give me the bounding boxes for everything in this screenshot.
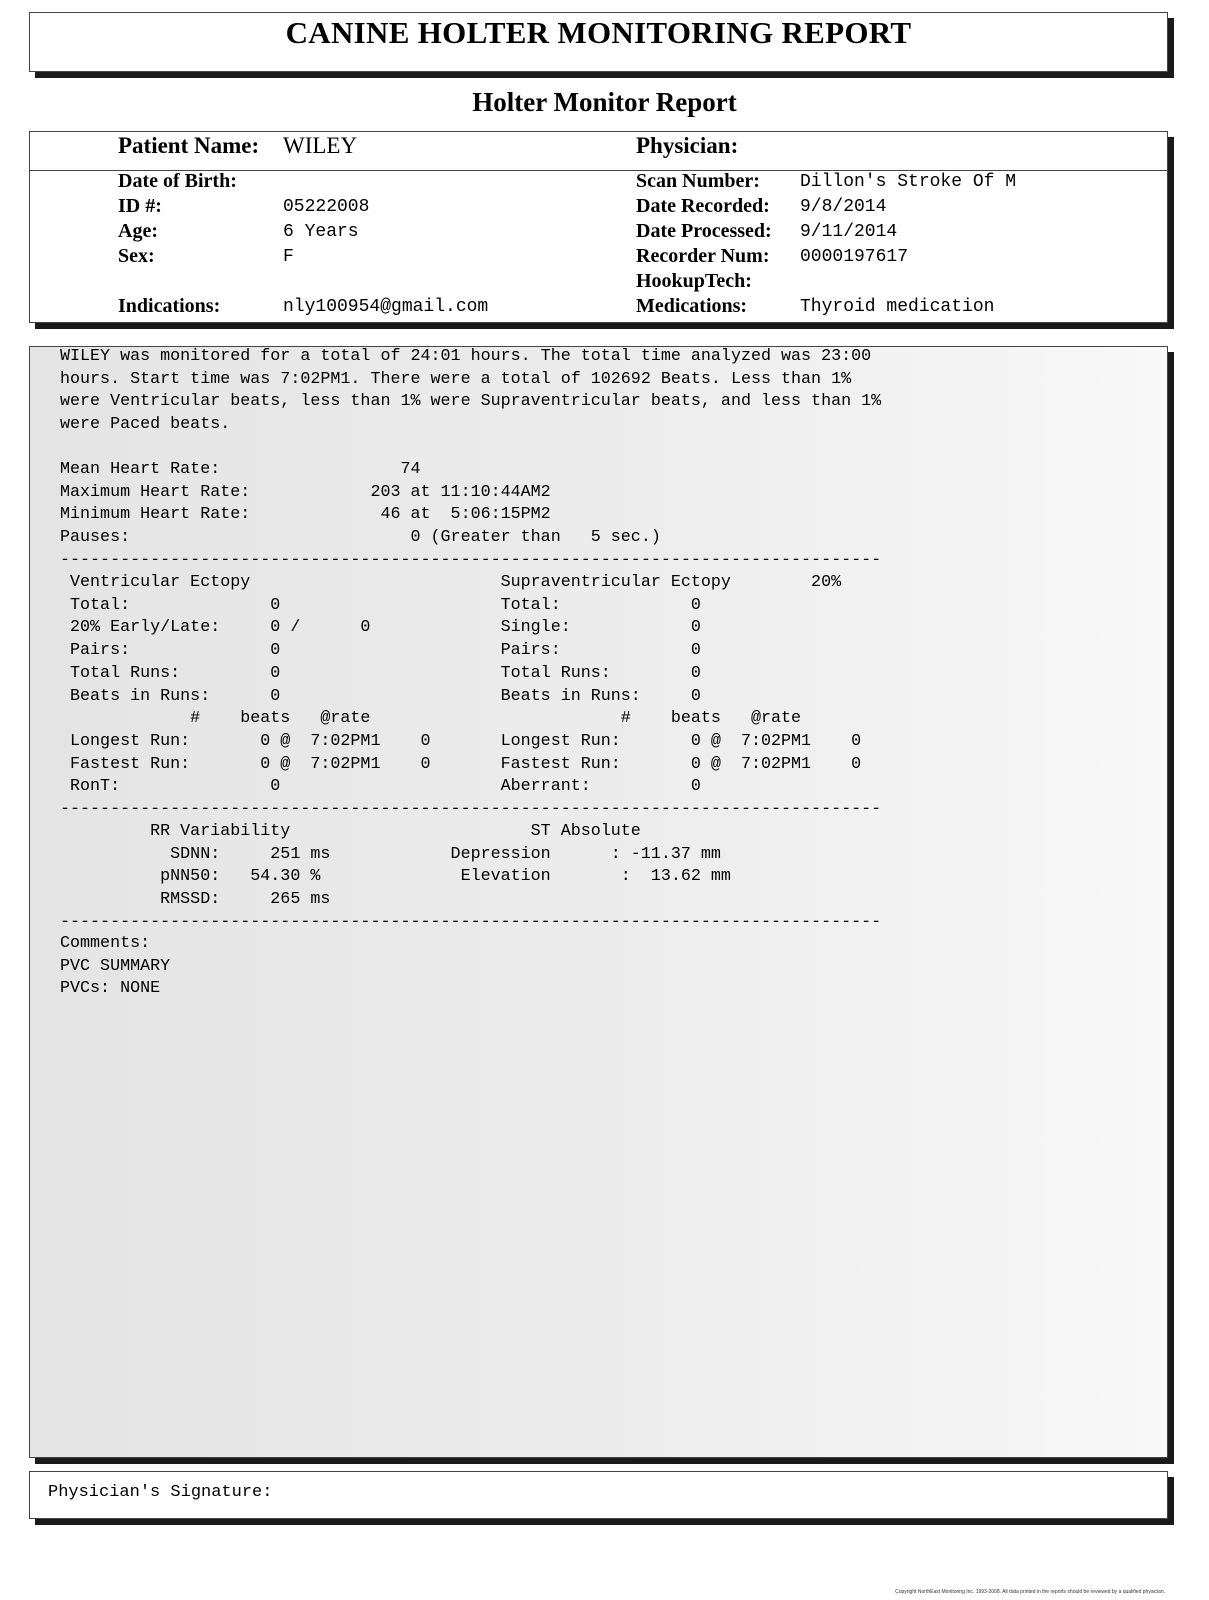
physician-label: Physician:	[636, 133, 739, 158]
patient-info-panel	[29, 131, 1168, 323]
sex-label: Sex:	[118, 245, 155, 267]
copyright-footer: Copyright NorthEast Monitoring Inc. 1993-2008. All data printed in the reports should be reviewed by a qualified physician.	[895, 1589, 1165, 1595]
medications-value: Thyroid medication	[800, 297, 995, 317]
summary-narrative: WILEY was monitored for a total of 24:01 hours. The total time analyzed was 23:00 hours. Start time was 7:02PM1. There were a total of 102692 Beats. Less than 1% were Ventricular beats, less than 1% were Supraventricular beats, and less than 1% were Paced beats.	[60, 347, 882, 435]
patient-name-value: WILEY	[283, 133, 358, 158]
report-subtitle: Holter Monitor Report	[472, 87, 737, 117]
indications-value: nly100954@gmail.com	[283, 297, 489, 317]
indications-label: Indications:	[118, 295, 221, 317]
age-label: Age:	[118, 220, 158, 242]
date-processed-label: Date Processed:	[636, 220, 772, 242]
comments-section: Comments: PVC SUMMARY PVCs: NONE	[60, 934, 171, 999]
id-label: ID #:	[118, 195, 162, 217]
id-value: 05222008	[283, 197, 370, 217]
medications-label: Medications:	[636, 295, 748, 317]
ectopy-table: Ventricular Ectopy Supraventricular Ectopy 20% Total: 0 Total: 0 20% Early/Late: 0 / 0 Single: 0 Pairs: 0 Pairs: 0 Total Runs: 0 Total Runs: 0 Beats in Runs: 0 Beats in Runs: 0 # beats @rate # beats @rate Longest Run: 0 @ 7:02PM1 0 Longest Run: 0 @ 7:02PM1 0 Fastest Run: 0 @ 7:02PM1 0 Fastest Run: 0 @ 7:02PM1 0 RonT: 0 Aberrant: 0 ----------------------------------------------------------------------------------	[60, 573, 882, 820]
physician-signature-label: Physician's Signature:	[48, 1483, 273, 1502]
dob-label: Date of Birth:	[118, 170, 237, 192]
scan-number-value: Dillon's Stroke Of M	[800, 172, 1017, 192]
date-recorded-label: Date Recorded:	[636, 195, 770, 217]
signature-box	[29, 1471, 1168, 1519]
patient-name-label: Patient Name:	[118, 133, 260, 158]
report-title-box	[29, 12, 1168, 72]
heart-rate-stats: Mean Heart Rate: 74 Maximum Heart Rate: 203 at 11:10:44AM2 Minimum Heart Rate: 46 at 5:06:15PM2 Pauses: 0 (Greater than 5 sec.) ----------------------------------------------------------------------------------	[60, 460, 882, 570]
date-processed-value: 9/11/2014	[800, 222, 898, 242]
summary-panel	[29, 346, 1168, 1458]
hookup-tech-label: HookupTech:	[636, 270, 752, 292]
recorder-num-value: 0000197617	[800, 247, 909, 267]
recorder-num-label: Recorder Num:	[636, 245, 770, 267]
rr-variability-st-section: RR Variability ST Absolute SDNN: 251 ms Depression : -11.37 mm pNN50: 54.30 % Elevation : 13.62 mm RMSSD: 265 ms ----------------------------------------------------------------------------------	[60, 822, 882, 932]
date-recorded-value: 9/8/2014	[800, 197, 887, 217]
scan-number-label: Scan Number:	[636, 170, 760, 192]
report-title: CANINE HOLTER MONITORING REPORT	[285, 15, 912, 50]
sex-value: F	[283, 247, 294, 267]
age-value: 6 Years	[283, 222, 359, 242]
